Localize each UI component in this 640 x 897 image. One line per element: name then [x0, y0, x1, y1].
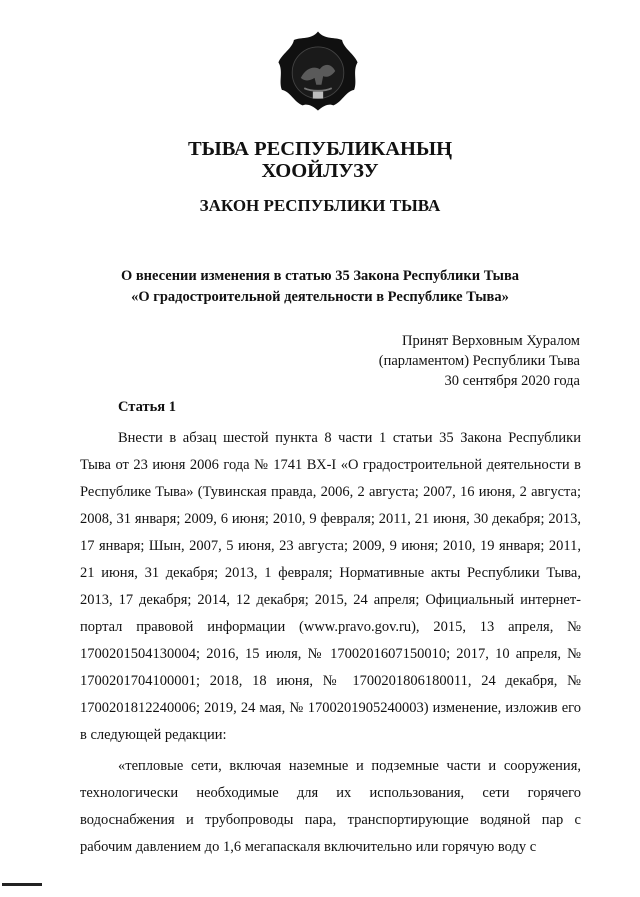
- law-subject-line1: О внесении изменения в статью 35 Закона Республики Тыва: [120, 268, 520, 284]
- article-body: [80, 425, 581, 861]
- tuvan-title-line1: ТЫВА РЕСПУБЛИКАНЫҢ: [187, 138, 453, 160]
- law-title: ЗАКОН РЕСПУБЛИКИ ТЫВА: [199, 196, 441, 215]
- adoption-block: [379, 331, 580, 391]
- scan-edge-mark: [2, 883, 42, 886]
- law-subject: [0, 266, 640, 308]
- adoption-line2: (парламентом) Республики Тыва: [378, 353, 580, 369]
- law-subject-line2: «О градостроительной деятельности в Республике Тыва»: [131, 289, 509, 305]
- adoption-line1: Принят Верховным Хуралом: [402, 333, 580, 349]
- article-paragraph-2: «тепловые сети, включая наземные и подземные части и сооружения, технологически необходимые для их использования, сети горячего водоснабжения и трубопроводы пара, транспортирующие водяной пар с рабочим давлением до 1,6 мегапаскаля включительно или горячую воду с: [80, 758, 581, 855]
- tuvan-title-line2: ХООЙЛУЗУ: [261, 160, 379, 182]
- article-paragraph-1: Внести в абзац шестой пункта 8 части 1 статьи 35 Закона Республики Тыва от 23 июня 2006 года № 1741 ВХ-I «О градостроительной деятельности в Республике Тыва» (Тувинская правда, 2006, 2 августа; 2007, 16 июня, 2 августа; 2008, 31 января; 2009, 6 июня; 2010, 9 февраля; 2011, 21 июня, 30 декабря; 2013, 17 января; Шын, 2007, 5 июня, 23 августа; 2009, 9 июня; 2010, 19 января; 2011, 21 июня, 31 декабря; 2013, 1 февраля; Нормативные акты Республики Тыва, 2013, 17 декабря; 2014, 12 декабря; 2015, 24 апреля; Официальный интернет-портал правовой информации (www.pravo.gov.ru), 2015, 13 апреля, № 1700201504130004; 2016, 15 июля, № 1700201607150010; 2017, 10 апреля, № 1700201704100001; 2018, 18 июня, № 1700201806180011, 24 декабря, № 1700201812240006; 2019, 24 мая, № 1700201905240003) изменение, изложив его в следующей редакции:: [80, 430, 581, 743]
- coat-of-arms-emblem: [275, 28, 361, 114]
- article-heading: Статья 1: [118, 399, 176, 415]
- adoption-date: 30 сентября 2020 года: [444, 373, 580, 389]
- tuvan-title: [0, 138, 640, 182]
